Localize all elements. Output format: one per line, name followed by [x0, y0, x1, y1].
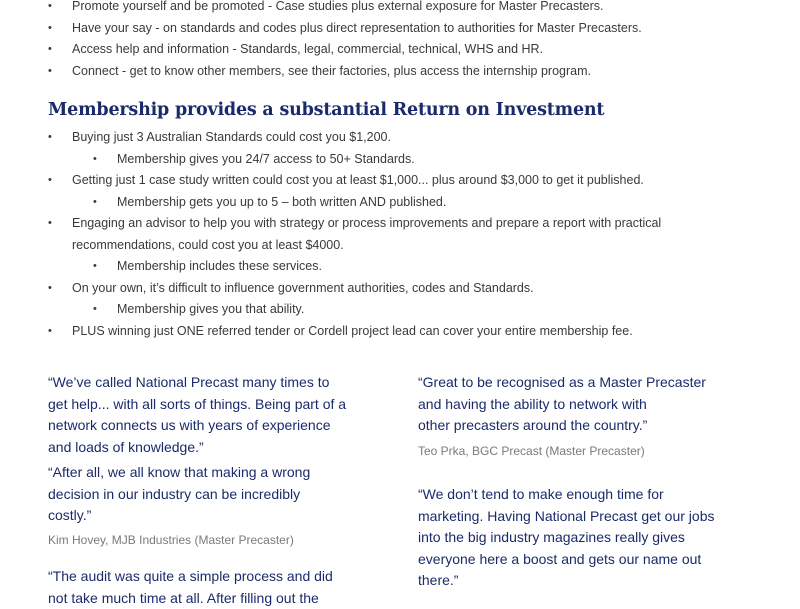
bullet-icon: • — [48, 18, 52, 40]
benefit-text: Promote yourself and be promoted - Case studies plus external exposure for Master Precasters. — [72, 0, 604, 13]
sub-list-item — [48, 256, 768, 278]
quote-line: “The audit was quite a simple process and did — [48, 566, 333, 588]
bullet-icon: • — [48, 61, 52, 83]
bullet-icon: • — [48, 278, 52, 300]
bullet-icon: • — [48, 213, 52, 235]
quote-line: and loads of knowledge.” — [48, 437, 346, 459]
bullet-icon: • — [93, 192, 97, 214]
roi-list — [48, 127, 768, 342]
roi-heading: Membership provides a substantial Return on Investment — [48, 100, 604, 120]
testimonial-quote — [48, 372, 346, 458]
roi-text: Membership includes these services. — [117, 259, 322, 273]
bullet-icon: • — [48, 321, 52, 343]
list-item — [48, 61, 768, 83]
quote-line: there.” — [418, 570, 714, 592]
quote-line: “We’ve called National Precast many times to — [48, 372, 346, 394]
testimonial-attribution: Teo Prka, BGC Precast (Master Precaster) — [418, 443, 645, 459]
sub-list-item — [48, 192, 768, 214]
benefit-text: Have your say - on standards and codes plus direct representation to authorities for Master Precasters. — [72, 21, 642, 35]
quote-line: “Great to be recognised as a Master Precaster — [418, 372, 706, 394]
bullet-icon: • — [93, 256, 97, 278]
quote-line: “After all, we all know that making a wrong — [48, 462, 310, 484]
list-item — [48, 170, 768, 192]
quote-line: decision in our industry can be incredibly — [48, 484, 310, 506]
benefit-text: Access help and information - Standards, legal, commercial, technical, WHS and HR. — [72, 42, 543, 56]
quote-line: costly.” — [48, 505, 310, 527]
quote-line: not take much time at all. After filling out the — [48, 588, 333, 609]
testimonial-attribution: Kim Hovey, MJB Industries (Master Precaster) — [48, 532, 294, 548]
quote-line: network connects us with years of experience — [48, 415, 346, 437]
sub-list-item — [48, 299, 768, 321]
list-item — [48, 278, 768, 300]
benefits-list — [48, 0, 768, 82]
testimonial-quote — [48, 462, 310, 527]
testimonial-quote — [48, 566, 333, 609]
quote-line: get help... with all sorts of things. Being part of a — [48, 394, 346, 416]
quote-line: marketing. Having National Precast get our jobs — [418, 506, 714, 528]
bullet-icon: • — [48, 170, 52, 192]
quote-line: everyone here a boost and gets our name out — [418, 549, 714, 571]
roi-text: Membership gives you that ability. — [117, 302, 304, 316]
bullet-icon: • — [93, 299, 97, 321]
benefit-text: Connect - get to know other members, see their factories, plus access the internship program. — [72, 64, 591, 78]
bullet-icon: • — [48, 0, 52, 18]
testimonial-quote — [418, 484, 714, 592]
roi-text: On your own, it’s difficult to influence government authorities, codes and Standards. — [72, 281, 534, 295]
roi-text: Getting just 1 case study written could cost you at least $1,000... plus around $3,000 to get it published. — [72, 173, 644, 187]
list-item — [48, 127, 768, 149]
list-item — [48, 18, 768, 40]
list-item — [48, 213, 768, 235]
quote-line: into the big industry magazines really gives — [418, 527, 714, 549]
roi-text: Buying just 3 Australian Standards could cost you $1,200. — [72, 130, 391, 144]
list-item — [48, 39, 768, 61]
testimonial-quote — [418, 372, 706, 437]
roi-text: PLUS winning just ONE referred tender or Cordell project lead can cover your entire membership fee. — [72, 324, 633, 338]
roi-text: Engaging an advisor to help you with strategy or process improvements and prepare a report with practical — [72, 216, 661, 230]
roi-text: recommendations, could cost you at least $4000. — [72, 238, 344, 252]
roi-text: Membership gives you 24/7 access to 50+ Standards. — [117, 152, 415, 166]
list-item — [48, 0, 768, 18]
bullet-icon: • — [93, 149, 97, 171]
list-item — [48, 321, 768, 343]
bullet-icon: • — [48, 39, 52, 61]
list-item-continuation — [48, 235, 768, 257]
quote-line: and having the ability to network with — [418, 394, 706, 416]
roi-text: Membership gets you up to 5 – both written AND published. — [117, 195, 446, 209]
quote-line: “We don’t tend to make enough time for — [418, 484, 714, 506]
sub-list-item — [48, 149, 768, 171]
bullet-icon: • — [48, 127, 52, 149]
quote-line: other precasters around the country.” — [418, 415, 706, 437]
